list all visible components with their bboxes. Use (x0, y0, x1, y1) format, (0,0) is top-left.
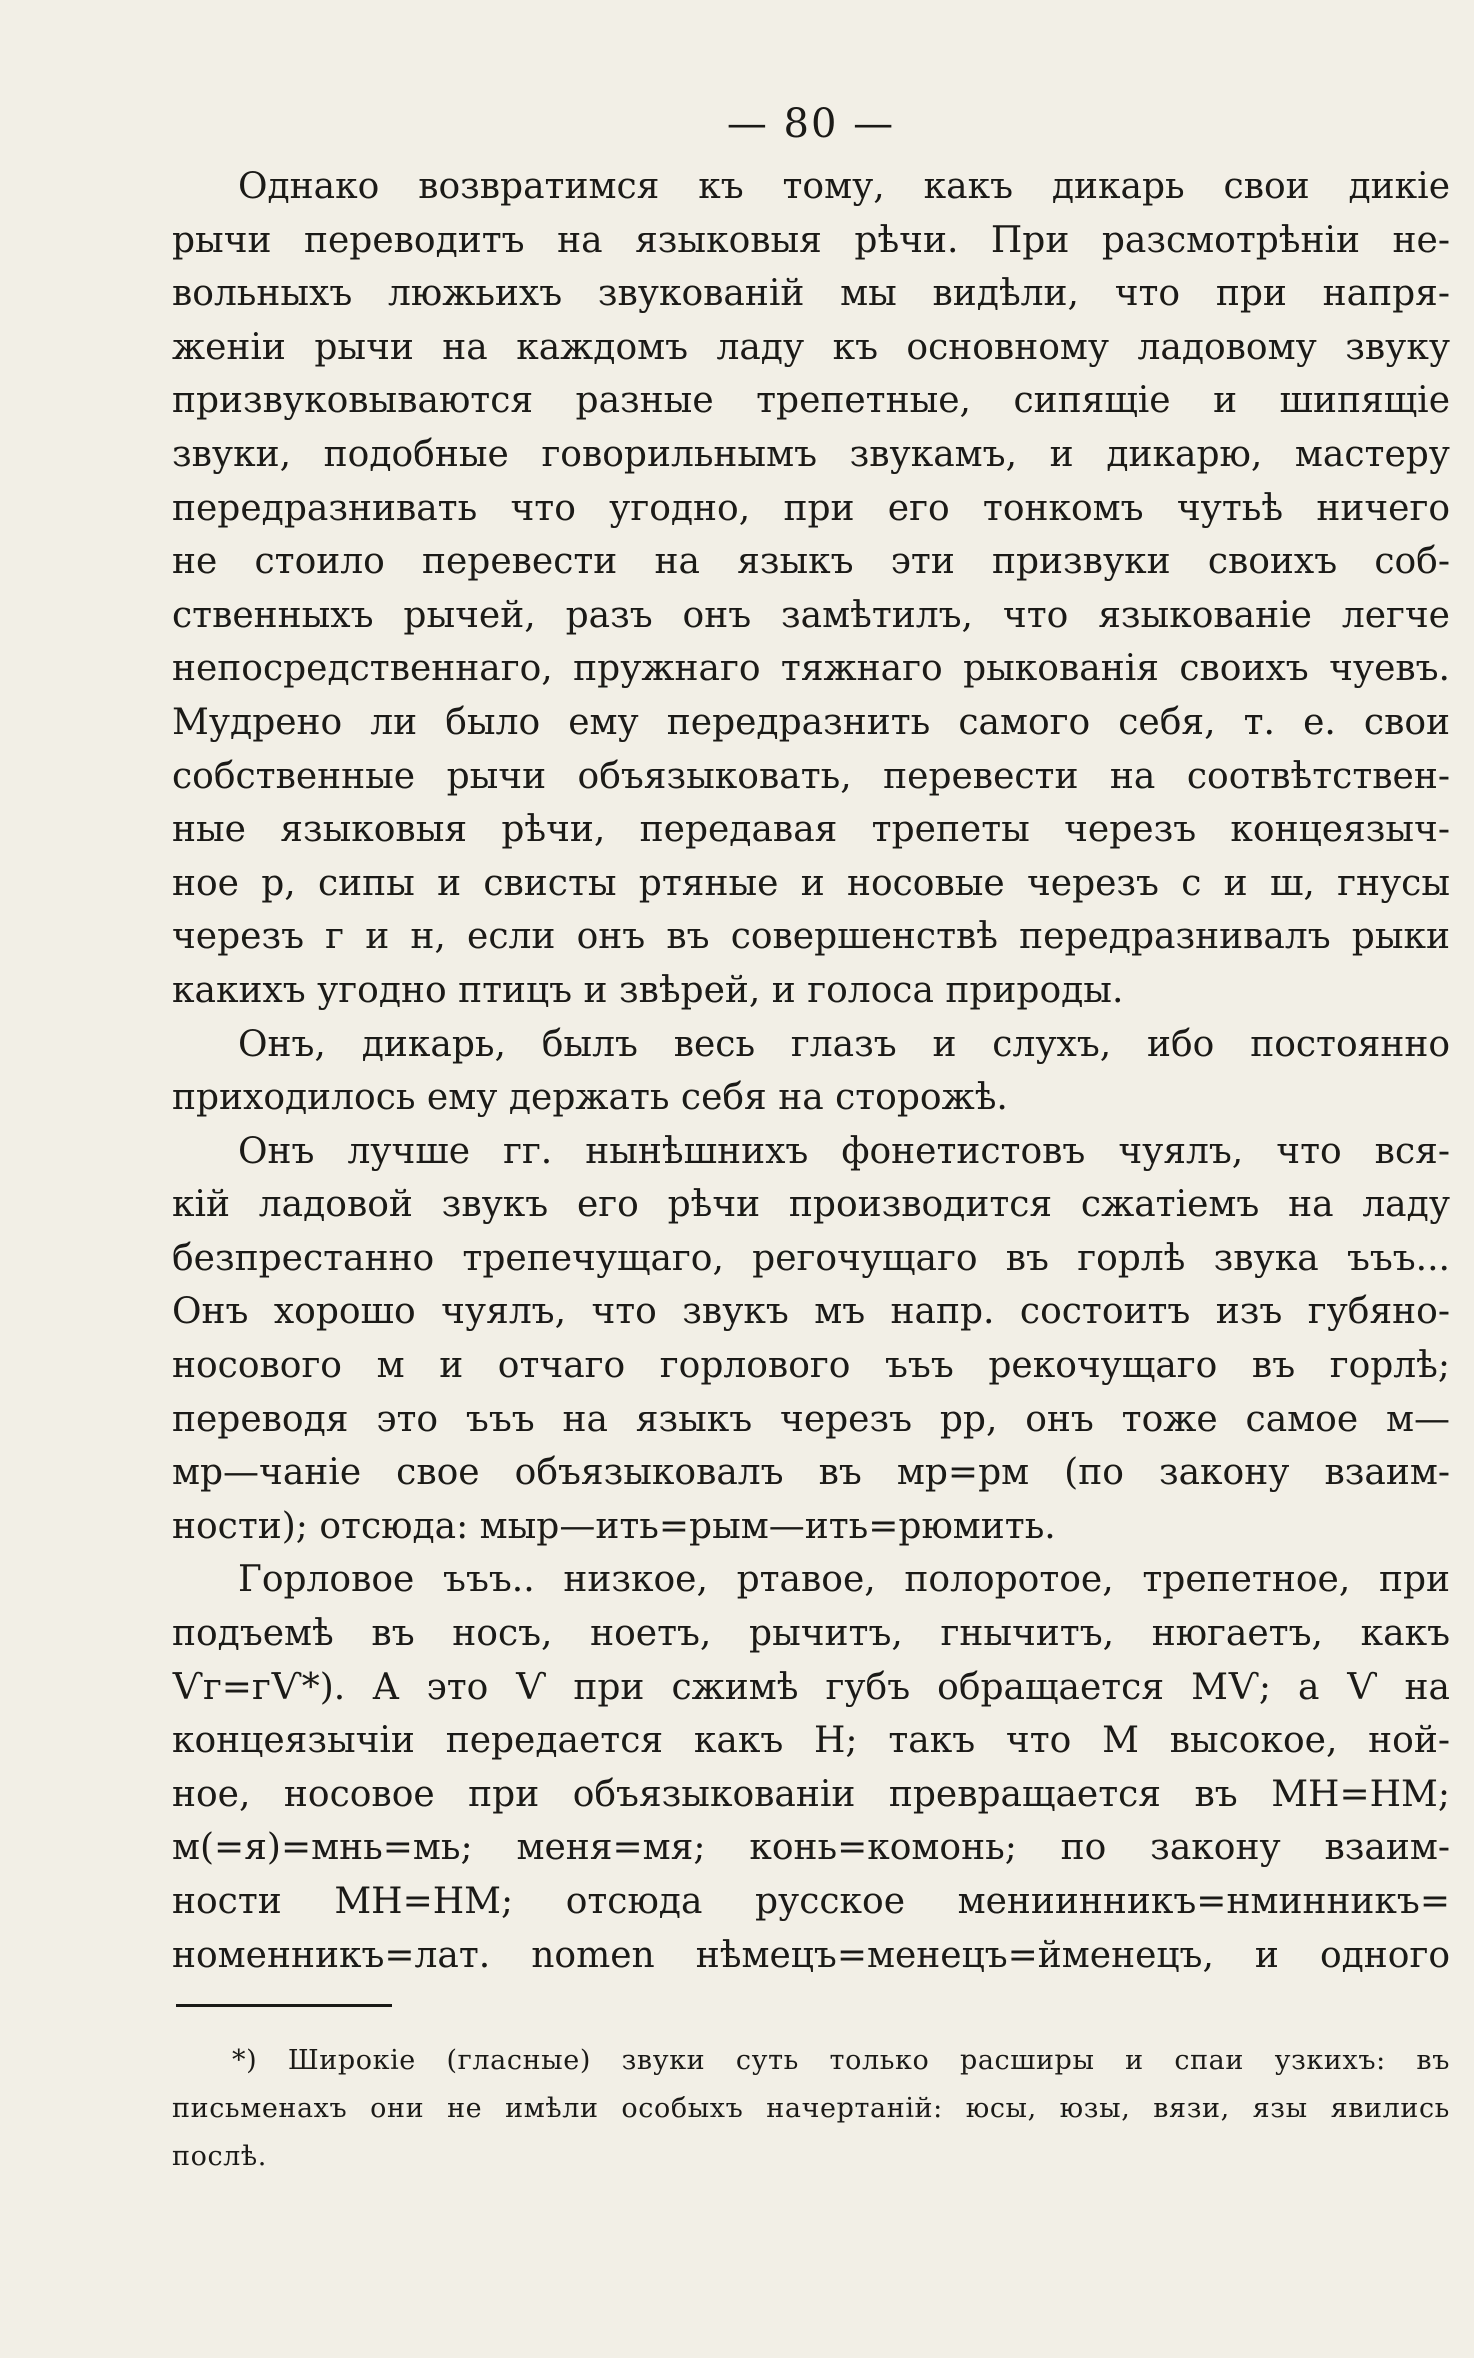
text-line: безпрестанно трепечущаго, регочущаго въ горлѣ звука ъъъ... (172, 1237, 1450, 1279)
text-line: передразнивать что угодно, при его тонкомъ чутьѣ ничего (172, 487, 1450, 529)
footnote-line: *) Широкiе (гласные) звуки суть только расширы и спаи узкихъ: въ (232, 2045, 1450, 2077)
text-line: ное, носовое при объязыкованiи превращается въ МН=НМ; (172, 1773, 1450, 1815)
text-line: звуки, подобные говорильнымъ звукамъ, и дикарю, мастеру (172, 433, 1450, 475)
text-line: Однако возвратимся къ тому, какъ дикарь свои дикiе (238, 166, 1450, 207)
text-line: ные языковыя рѣчи, передавая трепеты черезъ концеязыч- (172, 809, 1450, 851)
text-line: ственныхъ рычей, разъ онъ замѣтилъ, что языкованiе легче (172, 594, 1450, 636)
text-line: носового м и отчаго горлового ъъъ рекочущаго въ горлѣ; (172, 1345, 1450, 1387)
text-line: призвуковываются разные трепетные, сипящiе и шипящiе (172, 380, 1450, 422)
page-number: — 80 — (726, 101, 896, 147)
text-line: Мудрено ли было ему передразнить самого себя, т. е. свои (172, 701, 1450, 743)
text-line: мр—чанiе свое объязыковалъ въ мр=рм (по закону взаим- (172, 1452, 1450, 1494)
footnote-line: послѣ. (172, 2141, 267, 2173)
text-line: вольныхъ люжьихъ звукованiй мы видѣли, что при напря- (172, 273, 1450, 315)
paragraph (172, 1125, 1450, 1554)
text-line: Онъ лучше гг. нынѣшнихъ фонетистовъ чуялъ, что вся- (238, 1130, 1450, 1172)
text-line: Ѵг=гѴ*). А это Ѵ при сжимѣ губъ обращается МѴ; а Ѵ на (172, 1666, 1450, 1708)
text-line: переводя это ъъъ на языкъ черезъ рр, онъ тоже самое м— (172, 1398, 1450, 1440)
paragraph (172, 1553, 1450, 1982)
text-line: женiи рычи на каждомъ ладу къ основному ладовому звуку (172, 326, 1450, 368)
paragraph (172, 1018, 1450, 1125)
paragraph (172, 160, 1450, 1018)
text-line: Онъ, дикарь, былъ весь глазъ и слухъ, ибо постоянно (238, 1023, 1450, 1065)
text-line: подъемѣ въ носъ, ноетъ, рычитъ, гнычитъ, нюгаетъ, какъ (172, 1613, 1450, 1655)
text-line: ное р, сипы и свисты ртяные и носовые черезъ с и ш, гнусы (172, 862, 1450, 904)
text-line: Онъ хорошо чуялъ, что звукъ мъ напр. состоитъ изъ губяно- (172, 1291, 1450, 1333)
text-line: ности МН=НМ; отсюда русское мениинникъ=нминникъ= (172, 1881, 1450, 1922)
text-line: м(=я)=мнь=мь; меня=мя; конь=комонь; по закону взаим- (172, 1827, 1450, 1869)
text-line: непосредственнаго, пружнаго тяжнаго рыкованiя своихъ чуевъ. (172, 648, 1450, 690)
footnote-separator (176, 2004, 392, 2007)
footnote-line: письменахъ они не имѣли особыхъ начертанiй: юсы, юзы, вязи, язы явились (172, 2093, 1450, 2125)
text-line: собственные рычи объязыковать, перевести на соотвѣтствен- (172, 755, 1450, 797)
text-line: ности); отсюда: мыр—ить=рым—ить=рюмить. (172, 1505, 1056, 1547)
text-line: приходилось ему держать себя на сторожѣ. (172, 1077, 1008, 1119)
footnote (172, 2037, 1450, 2181)
text-line: черезъ г и н, если онъ въ совершенствѣ передразнивалъ рыки (172, 916, 1450, 958)
text-line: какихъ угодно птицъ и звѣрей, и голоса природы. (172, 969, 1124, 1011)
text-line: Горловое ъъъ.. низкое, ртавое, полоротое, трепетное, при (238, 1559, 1450, 1601)
text-line: концеязычiи передается какъ Н; такъ что М высокое, ной- (172, 1720, 1450, 1762)
body-text (172, 160, 1450, 1982)
text-line: кiй ладовой звукъ его рѣчи производится сжатiемъ на ладу (172, 1184, 1450, 1226)
text-line: не стоило перевести на языкъ эти призвуки своихъ соб- (172, 541, 1450, 583)
text-line: рычи переводитъ на языковыя рѣчи. При разсмотрѣнiи не- (172, 219, 1450, 261)
text-line: номенникъ=лат. nomen нѣмецъ=менецъ=йменецъ, и одного (172, 1934, 1450, 1976)
